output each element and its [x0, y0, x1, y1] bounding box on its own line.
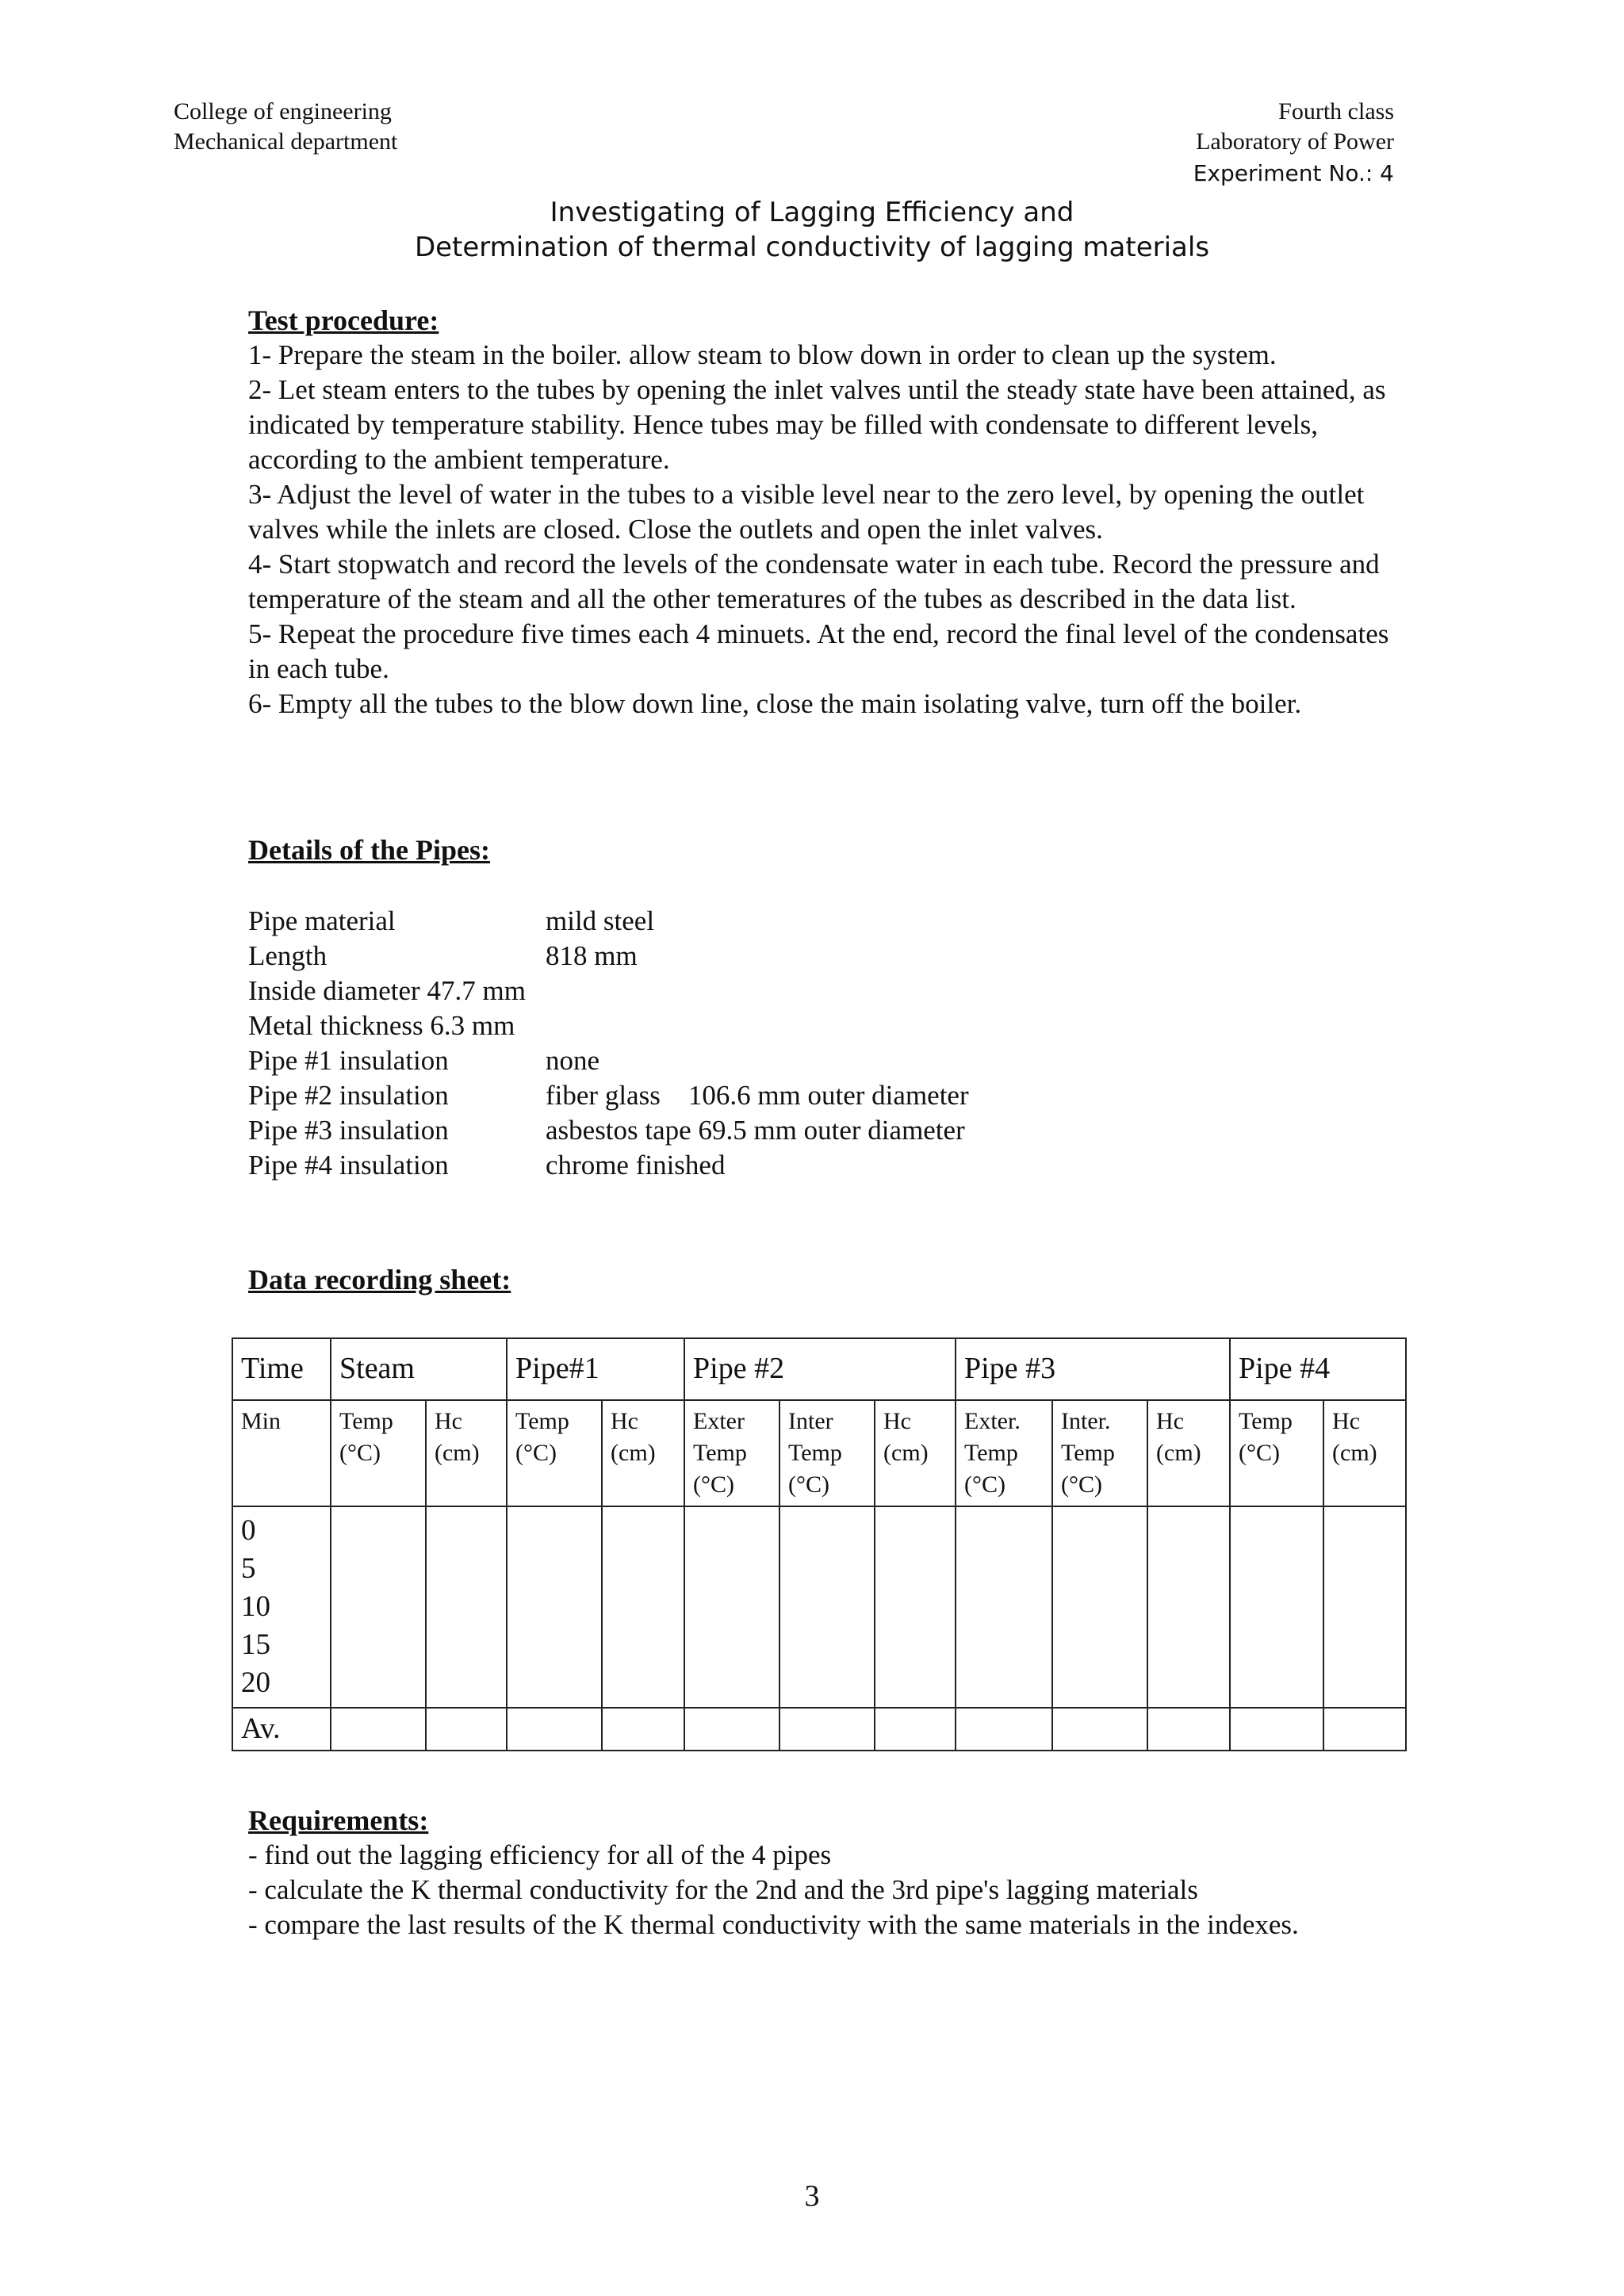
pipe2-hc-header: Hc (cm)	[875, 1400, 956, 1506]
pipe1-header: Pipe#1	[507, 1338, 684, 1400]
pipe1-insulation-row	[248, 1043, 1406, 1078]
pipes-heading-block	[248, 832, 1406, 867]
pipe3-exter-temp-header: Exter. Temp (°C)	[956, 1400, 1052, 1506]
time-value: 15	[241, 1628, 270, 1661]
data-cell	[875, 1708, 956, 1751]
data-cell	[426, 1506, 507, 1708]
data-cell	[875, 1506, 956, 1708]
page-title	[0, 195, 1624, 265]
pipe-details	[248, 904, 1406, 1183]
pipe2-inter-temp-header: Inter Temp (°C)	[779, 1400, 875, 1506]
page-number: 3	[804, 2179, 820, 2213]
pipe4-header: Pipe #4	[1230, 1338, 1406, 1400]
data-cell	[1323, 1708, 1406, 1751]
pipe4-hc-header: Hc (cm)	[1323, 1400, 1406, 1506]
data-cell	[507, 1506, 602, 1708]
header-right	[1196, 97, 1394, 157]
inside-diameter: Inside diameter 47.7 mm	[248, 975, 526, 1006]
average-row	[232, 1708, 1406, 1751]
data-cell	[331, 1708, 426, 1751]
pipe2-exter-temp-header: Exter Temp (°C)	[684, 1400, 779, 1506]
data-cell	[1052, 1708, 1147, 1751]
data-cell	[956, 1506, 1052, 1708]
requirement-item: - find out the lagging efficiency for all of the 4 pipes	[248, 1839, 832, 1870]
pipe4-temp-header: Temp (°C)	[1230, 1400, 1323, 1506]
time-value: 20	[241, 1667, 270, 1699]
data-cell	[1230, 1506, 1323, 1708]
pipes-heading: Details of the Pipes:	[248, 834, 490, 866]
inside-diameter-row	[248, 974, 1406, 1008]
requirement-item: - compare the last results of the K thermal conductivity with the same materials in the indexes.	[248, 1909, 1299, 1940]
test-procedure-heading: Test procedure:	[248, 304, 439, 336]
requirement-item: - calculate the K thermal conductivity for the 2nd and the 3rd pipe's lagging materials	[248, 1874, 1198, 1905]
pipe3-hc-header: Hc (cm)	[1147, 1400, 1230, 1506]
laboratory-name: Laboratory of Power	[1196, 128, 1394, 155]
pipe1-temp-header: Temp (°C)	[507, 1400, 602, 1506]
data-cell	[1323, 1506, 1406, 1708]
pipe-material-value: mild steel	[546, 905, 655, 936]
pipe4-insulation-value: chrome finished	[546, 1150, 726, 1181]
recording-heading: Data recording sheet:	[248, 1264, 511, 1295]
requirements-heading-block	[248, 1803, 1406, 1838]
procedure-step: 5- Repeat the procedure five times each 4 minuets. At the end, record the final level of the condensates in each tube.	[248, 618, 1389, 684]
pipe3-insulation-row	[248, 1113, 1406, 1148]
length-value: 818 mm	[546, 940, 638, 971]
procedure-step: 1- Prepare the steam in the boiler. allow steam to blow down in order to clean up the system.	[248, 339, 1277, 370]
metal-thickness-row	[248, 1008, 1406, 1043]
steam-header: Steam	[331, 1338, 507, 1400]
data-cell	[779, 1708, 875, 1751]
data-cell	[602, 1708, 684, 1751]
procedure-step: 4- Start stopwatch and record the levels of the condensate water in each tube. Record the pressure and temperature of the steam and all the other temeratures of the tubes as described in the data list.	[248, 549, 1380, 614]
data-cell	[331, 1506, 426, 1708]
data-cell	[1147, 1506, 1230, 1708]
procedure-step: 3- Adjust the level of water in the tubes to a visible level near to the zero level, by opening the outlet valves while the inlets are closed. Close the outlets and open the inlet valves.	[248, 479, 1365, 545]
time-value: 10	[241, 1590, 270, 1623]
data-cell	[426, 1708, 507, 1751]
min-header: Min	[232, 1400, 331, 1506]
pipe1-hc-header: Hc (cm)	[602, 1400, 684, 1506]
pipe3-inter-temp-header: Inter. Temp (°C)	[1052, 1400, 1147, 1506]
time-values-cell	[232, 1506, 331, 1708]
pipe2-insulation-value: fiber glass 106.6 mm outer diameter	[546, 1080, 969, 1111]
pipe4-insulation-row	[248, 1148, 1406, 1183]
header-left	[174, 97, 397, 157]
title-line-2: Determination of thermal conductivity of lagging materials	[414, 232, 1210, 263]
procedure-step: 2- Let steam enters to the tubes by opening the inlet valves until the steady state have been attained, as indicated by temperature stability. Hence tubes may be filled with condensate to different levels, according to the ambient temperature.	[248, 374, 1386, 475]
title-line-1: Investigating of Lagging Efficiency and	[550, 197, 1074, 228]
data-cell	[684, 1506, 779, 1708]
time-value: 5	[241, 1552, 256, 1585]
requirements-heading: Requirements:	[248, 1804, 429, 1836]
pipe-material-row	[248, 904, 1406, 939]
college-name: College of engineering	[174, 98, 392, 124]
recording-heading-block	[248, 1262, 1406, 1297]
data-cell	[1147, 1708, 1230, 1751]
data-cell	[507, 1708, 602, 1751]
time-value: 0	[241, 1514, 256, 1547]
requirements-list	[248, 1838, 1406, 1942]
time-header: Time	[232, 1338, 331, 1400]
length-row	[248, 939, 1406, 974]
steam-temp-header: Temp (°C)	[331, 1400, 426, 1506]
data-cell	[779, 1506, 875, 1708]
pipe1-insulation-label: Pipe #1 insulation	[248, 1045, 449, 1076]
average-label: Av.	[232, 1708, 331, 1751]
procedure-step: 6- Empty all the tubes to the blow down line, close the main isolating valve, turn off the boiler.	[248, 688, 1302, 719]
pipe4-insulation-label: Pipe #4 insulation	[248, 1150, 449, 1181]
data-cell	[684, 1708, 779, 1751]
pipe2-insulation-row	[248, 1078, 1406, 1113]
length-label: Length	[248, 940, 327, 971]
experiment-number: Experiment No.: 4	[1193, 160, 1394, 186]
data-cell	[956, 1708, 1052, 1751]
pipe2-insulation-label: Pipe #2 insulation	[248, 1080, 449, 1111]
pipe1-insulation-value: none	[546, 1045, 600, 1076]
department-name: Mechanical department	[174, 128, 398, 155]
metal-thickness: Metal thickness 6.3 mm	[248, 1010, 515, 1041]
data-cell	[602, 1506, 684, 1708]
subheader-row	[232, 1400, 1406, 1506]
data-recording-table	[232, 1337, 1407, 1751]
pipe3-insulation-label: Pipe #3 insulation	[248, 1115, 449, 1146]
time-values-row	[232, 1506, 1406, 1708]
steam-hc-header: Hc (cm)	[426, 1400, 507, 1506]
data-cell	[1230, 1708, 1323, 1751]
data-cell	[1052, 1506, 1147, 1708]
group-header-row	[232, 1338, 1406, 1400]
pipe-material-label: Pipe material	[248, 905, 396, 936]
pipe3-insulation-value: asbestos tape 69.5 mm outer diameter	[546, 1115, 965, 1146]
pipe2-header: Pipe #2	[684, 1338, 956, 1400]
class-name: Fourth class	[1278, 98, 1394, 124]
test-procedure-section	[248, 303, 1406, 721]
pipe3-header: Pipe #3	[956, 1338, 1230, 1400]
